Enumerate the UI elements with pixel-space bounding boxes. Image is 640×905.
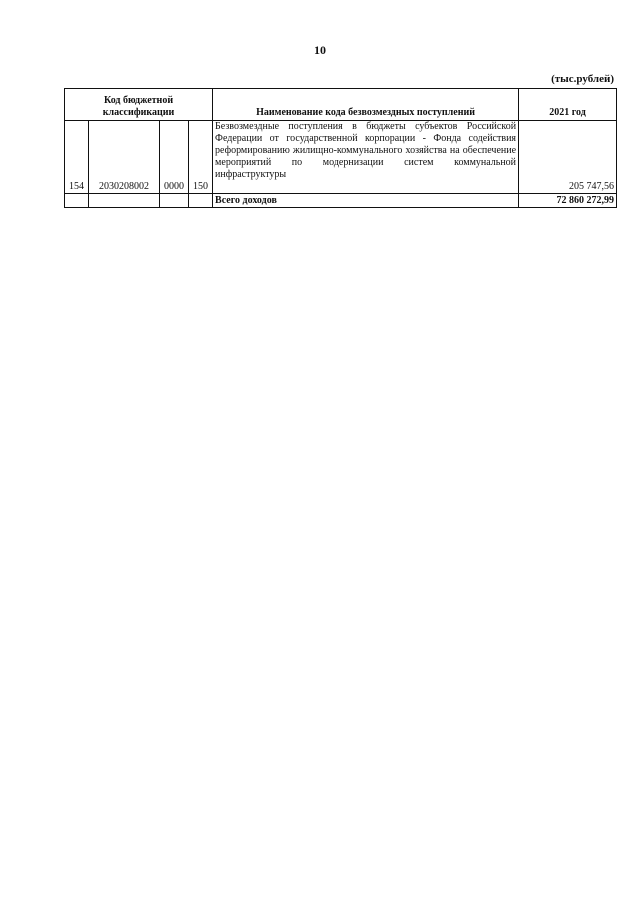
table-total-row <box>65 194 617 208</box>
cell-code-type: 150 <box>189 121 213 194</box>
cell-income-name: Безвозмездные поступления в бюджеты субъектов Российской Федерации от государственной корпорации - Фонда содействия реформированию жилищно-коммунального хозяйства на обеспечение мероприятий по модернизации систем коммунальной инфраструктуры <box>213 121 519 194</box>
cell-blank <box>189 194 213 208</box>
table-header-row <box>65 89 617 121</box>
units-label: (тыс.рублей) <box>551 73 614 85</box>
page-number: 10 <box>314 43 326 57</box>
cell-blank <box>65 194 89 208</box>
cell-code-program: 0000 <box>160 121 189 194</box>
header-year: 2021 год <box>519 89 617 121</box>
cell-blank <box>160 194 189 208</box>
cell-code-main: 2030208002 <box>89 121 160 194</box>
budget-table <box>64 88 617 208</box>
cell-blank <box>89 194 160 208</box>
header-income-name: Наименование кода безвозмездных поступлений <box>213 89 519 121</box>
cell-total-label: Всего доходов <box>213 194 519 208</box>
cell-total-amount: 72 860 272,99 <box>519 194 617 208</box>
cell-code-admin: 154 <box>65 121 89 194</box>
cell-amount: 205 747,56 <box>519 121 617 194</box>
header-budget-code: Код бюджетной классификации <box>65 89 213 121</box>
table-row <box>65 121 617 194</box>
